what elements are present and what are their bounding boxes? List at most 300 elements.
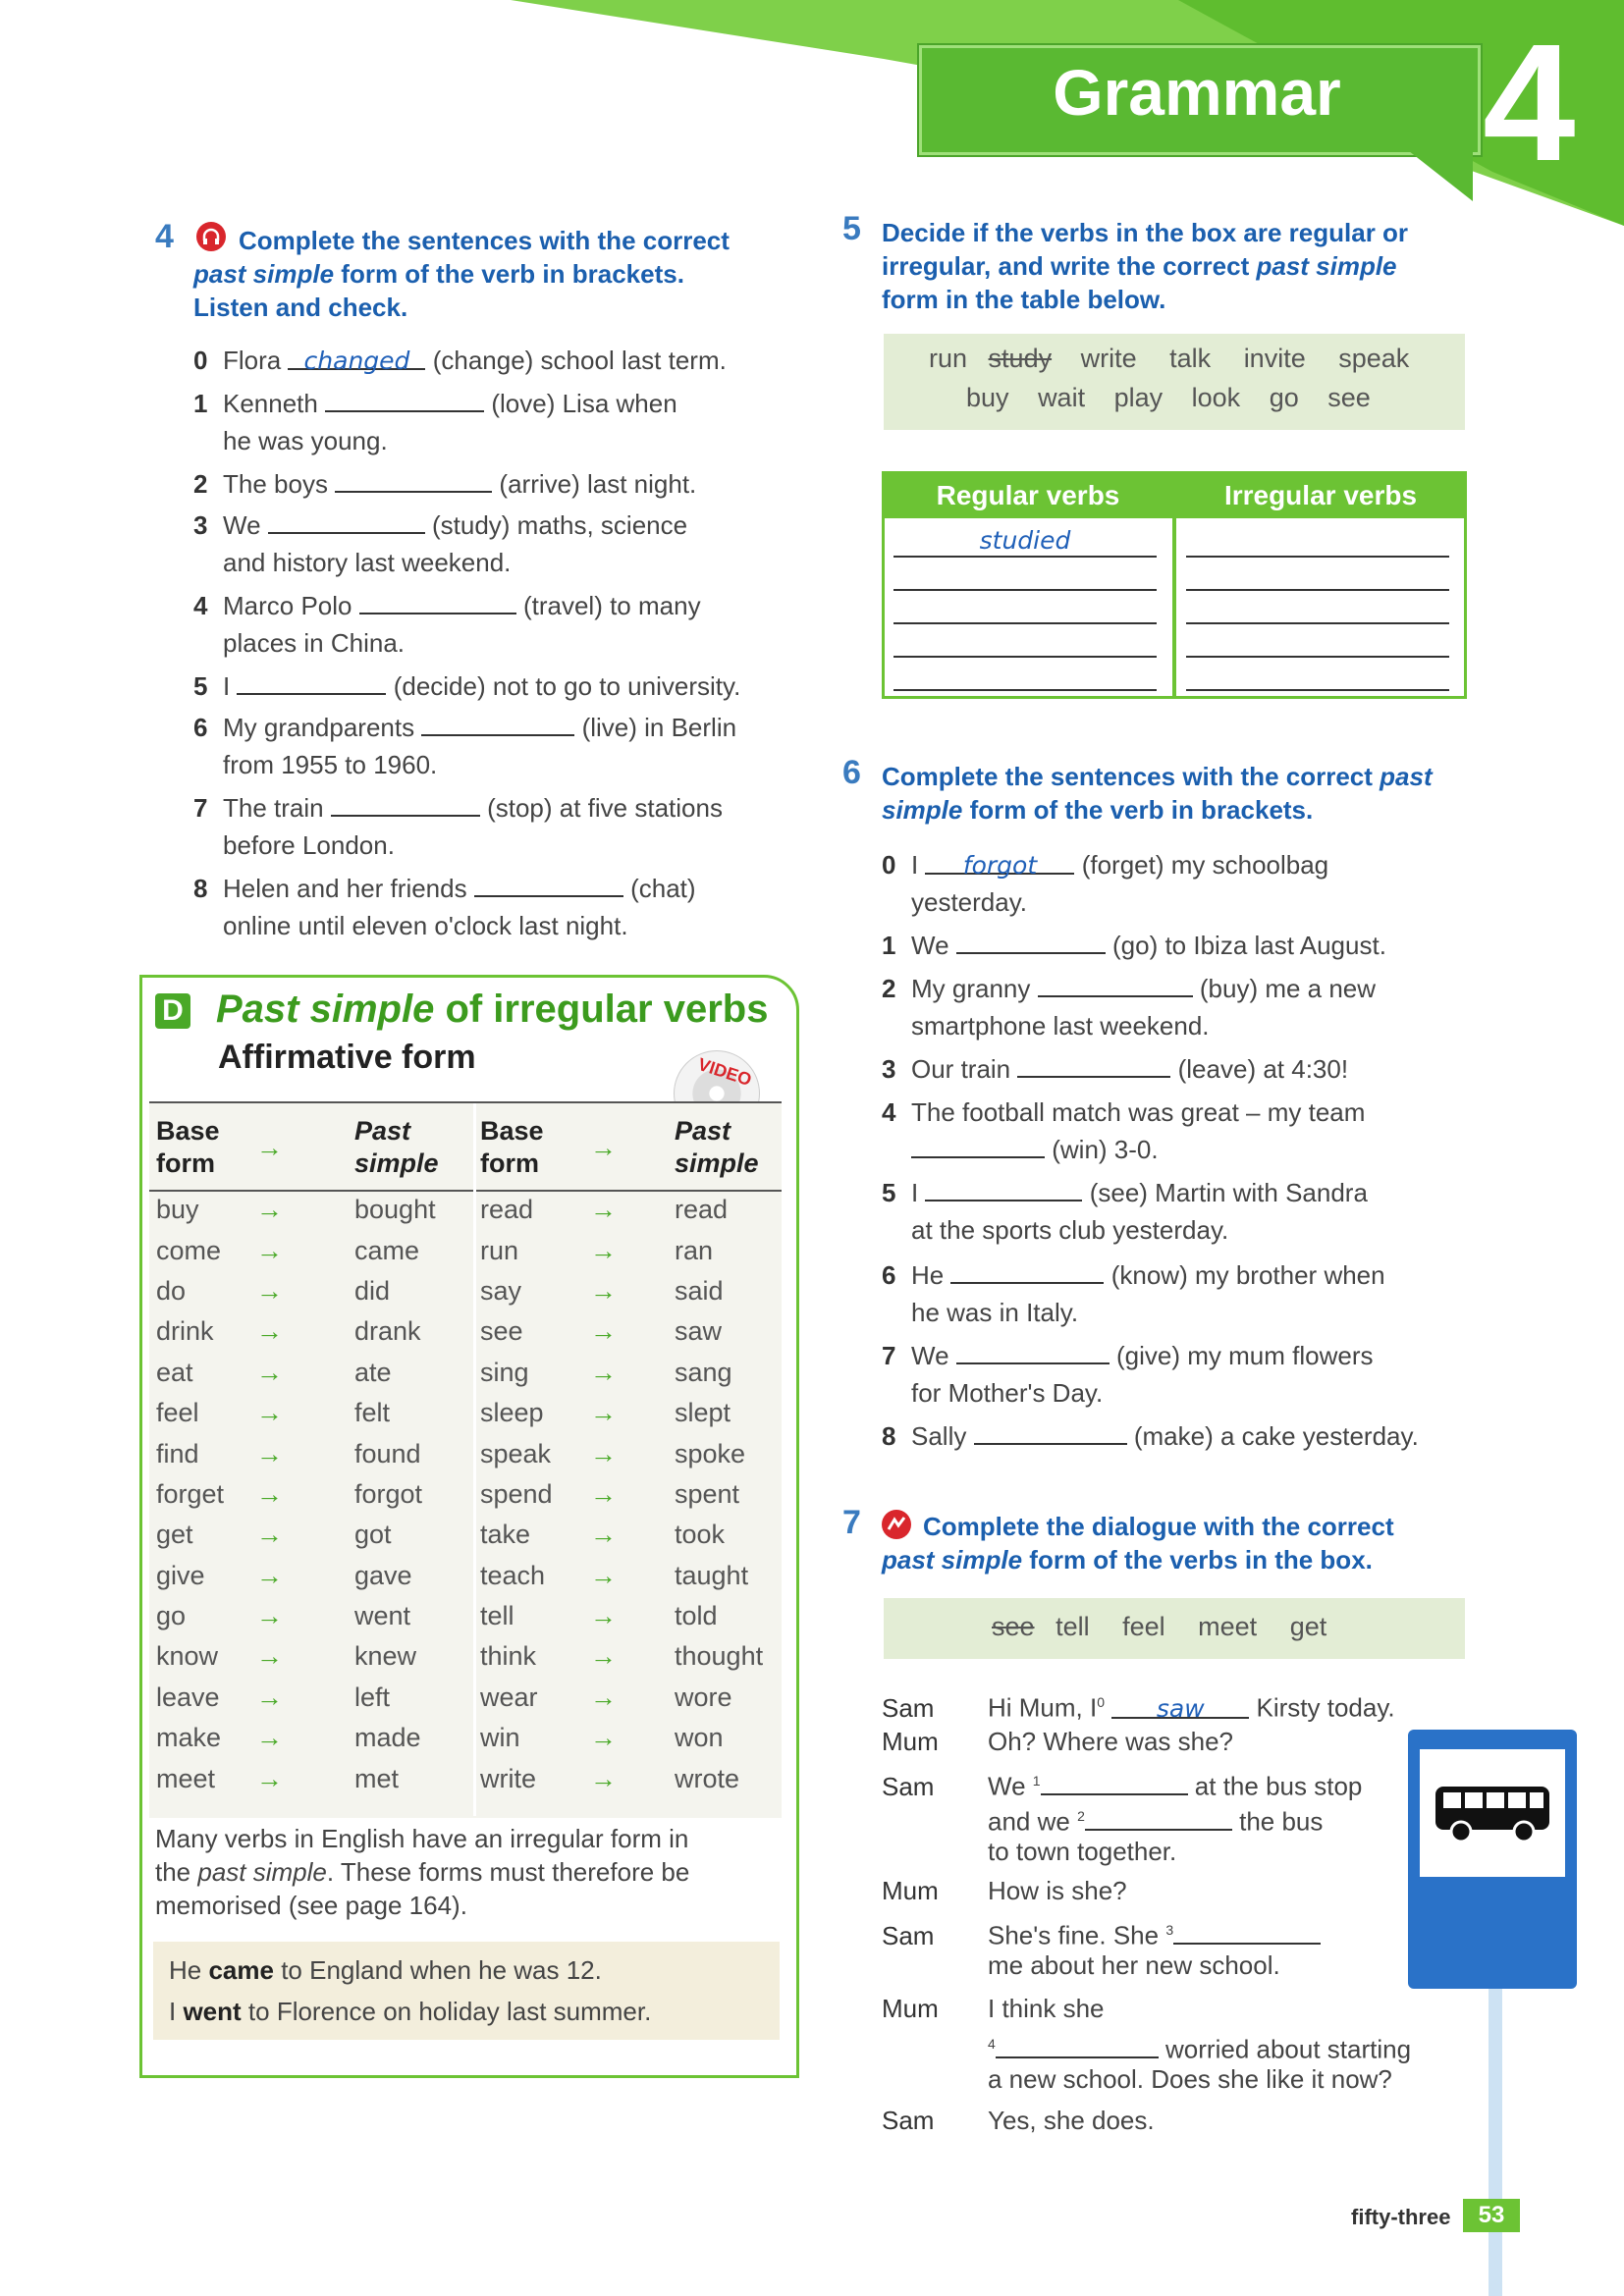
verb-row — [966, 383, 1371, 413]
note-line: memorised (see page 164). — [155, 1891, 467, 1920]
item-text: Our train — [911, 1054, 1011, 1084]
ex4-item-5 — [193, 667, 740, 705]
item-number: 3 — [193, 510, 208, 540]
item-text: (stop) at five stations — [487, 793, 723, 823]
col-header: simple — [675, 1148, 759, 1178]
col-header: Past — [675, 1116, 731, 1146]
arrow-icon: → — [590, 1398, 617, 1428]
instruction-line: Complete the dialogue with the correct — [923, 1512, 1394, 1541]
item-text: (love) Lisa when — [491, 389, 677, 418]
item-text: (chat) — [630, 874, 696, 903]
verb-row — [155, 1230, 475, 1270]
item-text: (go) to Ibiza last August. — [1112, 931, 1386, 960]
verb: talk — [1169, 344, 1212, 373]
dialogue-line: and we $^2$ the bus — [882, 1798, 1432, 1834]
exercise-6-instruction — [882, 760, 1490, 827]
past-simple-form: bought — [354, 1195, 436, 1225]
verb-row — [479, 1515, 784, 1555]
exercise-7-number: 7 — [842, 1504, 861, 1541]
past-simple-form: went — [354, 1601, 411, 1631]
arrow-icon: → — [256, 1316, 283, 1347]
item-text: Flora — [223, 346, 282, 375]
past-simple-form: felt — [354, 1398, 391, 1428]
verb-table-right — [479, 1105, 784, 1799]
item-text: We — [223, 510, 261, 540]
past-simple-form: gave — [354, 1560, 412, 1590]
base-form: forget — [156, 1478, 225, 1509]
item-number: 7 — [882, 1341, 896, 1370]
verb-row — [479, 1596, 784, 1636]
arrow-icon: → — [256, 1132, 283, 1162]
base-form: run — [480, 1235, 519, 1265]
item-number: 3 — [882, 1054, 896, 1084]
past-simple-form: wore — [675, 1682, 732, 1712]
arrow-icon: → — [590, 1132, 617, 1162]
verb-row — [479, 1636, 784, 1677]
arrow-icon: → — [256, 1520, 283, 1550]
base-form: go — [156, 1601, 187, 1631]
verb: look — [1191, 383, 1241, 412]
item-text: and history last weekend. — [223, 548, 512, 577]
past-simple-form: drank — [354, 1316, 421, 1347]
note-line: the — [155, 1857, 198, 1887]
item-text: My grandparents — [223, 713, 415, 742]
verb: play — [1113, 383, 1164, 412]
unit-number: 4 — [1483, 10, 1576, 196]
base-form: sing — [480, 1357, 529, 1387]
base-form: eat — [156, 1357, 193, 1387]
base-form: come — [156, 1235, 222, 1265]
base-form: take — [480, 1520, 531, 1550]
verb-struck: see — [992, 1612, 1035, 1641]
arrow-icon: → — [256, 1682, 283, 1712]
video-label: VIDEO — [695, 1053, 754, 1091]
item-text: Marco Polo — [223, 591, 352, 620]
verb-row — [479, 1718, 784, 1758]
answer-field[interactable] — [1085, 1803, 1232, 1831]
item-text: (forget) my schoolbag — [1081, 850, 1329, 880]
past-simple-form: took — [675, 1520, 726, 1550]
verb: write — [1080, 344, 1137, 373]
arrow-icon: → — [256, 1398, 283, 1428]
answer-field[interactable]: saw — [1111, 1691, 1249, 1719]
dialogue-line: me about her new school. — [988, 1950, 1280, 1980]
exercise-5-number: 5 — [842, 210, 861, 247]
arrow-icon: → — [590, 1641, 617, 1672]
instruction-line: irregular, and write the correct — [882, 251, 1257, 281]
answer-field[interactable] — [956, 1337, 1110, 1364]
past-simple-form: came — [354, 1235, 420, 1265]
panel-title — [216, 988, 768, 1032]
instruction-italic: past simple — [1256, 251, 1397, 281]
example-sentence: I went to Florence on holiday last summer. — [169, 1997, 652, 2026]
verb-row — [929, 344, 1409, 374]
ex6-item-8 — [882, 1417, 1419, 1455]
verb-row — [155, 1636, 475, 1677]
verb-row — [155, 1515, 475, 1555]
item-text: We — [911, 1341, 949, 1370]
dialogue-line: Sam She's fine. She $^3$ — [882, 1912, 1432, 1948]
verb: run — [929, 344, 968, 373]
page-title: Grammar — [1053, 56, 1341, 129]
exercise-5-instruction — [882, 216, 1490, 316]
item-text: places in China. — [223, 628, 405, 658]
base-form: drink — [156, 1316, 214, 1347]
arrow-icon: → — [590, 1316, 617, 1347]
verb-row — [155, 1596, 475, 1636]
verb: buy — [966, 383, 1009, 412]
arrow-icon: → — [590, 1520, 617, 1550]
item-number: 2 — [193, 469, 208, 499]
ex6-item-2 — [882, 970, 1376, 1044]
past-simple-form: found — [354, 1438, 421, 1468]
past-simple-form: got — [354, 1520, 392, 1550]
answer-field[interactable] — [474, 870, 623, 897]
item-text: he was in Italy. — [911, 1298, 1079, 1327]
ex4-item-2 — [193, 465, 696, 503]
answer-field[interactable] — [335, 465, 492, 493]
arrow-icon: → — [256, 1195, 283, 1225]
verb-row — [155, 1718, 475, 1758]
title-tail — [1404, 147, 1483, 206]
verb-row — [155, 1393, 475, 1433]
item-text: yesterday. — [911, 887, 1028, 917]
answer-field[interactable]: forgot — [925, 847, 1074, 875]
arrow-icon: → — [256, 1235, 283, 1265]
verb: tell — [1056, 1612, 1090, 1641]
verb: speak — [1338, 344, 1410, 373]
verb-row — [992, 1612, 1326, 1642]
past-simple-form: ran — [675, 1235, 714, 1265]
item-text: he was young. — [223, 426, 388, 455]
arrow-icon: → — [590, 1275, 617, 1306]
past-simple-form: taught — [675, 1560, 749, 1590]
note-line: Many verbs in English have an irregular form in — [155, 1824, 689, 1853]
base-form: win — [480, 1723, 520, 1753]
ex6-item-1 — [882, 927, 1386, 964]
dialogue-line: to town together. — [988, 1837, 1177, 1866]
dialogue-line: Mum I think she — [882, 1994, 1105, 2023]
item-number: 4 — [193, 591, 208, 620]
past-simple-form: spent — [675, 1478, 740, 1509]
exercise-4-number: 4 — [155, 218, 174, 255]
regular-lines[interactable] — [893, 556, 1157, 693]
dialogue-line: a new school. Does she like it now? — [988, 2064, 1392, 2094]
verb-row — [479, 1474, 784, 1515]
dialogue-line: Sam Hi Mum, $I^0$ saw Kirsty today. — [882, 1692, 1395, 1723]
arrow-icon: → — [256, 1601, 283, 1631]
arrow-icon: → — [256, 1560, 283, 1590]
dialogue — [882, 1684, 1432, 2142]
verb-row — [155, 1758, 475, 1798]
item-text: (decide) not to go to university. — [393, 671, 741, 701]
past-simple-form: forgot — [354, 1478, 423, 1509]
base-form: spend — [480, 1478, 553, 1509]
arrow-icon: → — [590, 1763, 617, 1793]
arrow-icon: → — [256, 1357, 283, 1387]
item-text: (change) school last term. — [432, 346, 727, 375]
instruction-italic: simple — [882, 795, 963, 825]
item-text: I — [911, 1178, 919, 1207]
base-form: say — [480, 1275, 522, 1306]
item-text: I — [911, 850, 919, 880]
arrow-icon: → — [590, 1438, 617, 1468]
panel-title-italic: Past simple — [216, 988, 435, 1031]
ex6-item-7 — [882, 1337, 1373, 1412]
dialogue-line: Mum Oh? Where was she? — [882, 1727, 1234, 1756]
past-simple-form: won — [675, 1723, 724, 1753]
verb-row — [479, 1190, 784, 1230]
answer-field[interactable] — [1038, 970, 1193, 997]
past-simple-form: sang — [675, 1357, 732, 1387]
item-number: 8 — [882, 1421, 896, 1451]
ex4-item-3 — [193, 507, 687, 581]
verb-row — [479, 1230, 784, 1270]
table-divider — [1172, 473, 1176, 697]
base-form: buy — [156, 1195, 199, 1225]
past-simple-form: knew — [354, 1641, 417, 1672]
note-line: . These forms must therefore be — [326, 1857, 690, 1887]
item-text: (leave) at 4:30! — [1177, 1054, 1349, 1084]
item-number: 0 — [193, 346, 208, 375]
ex4-item-0 — [193, 342, 727, 379]
answer-field[interactable] — [237, 667, 386, 695]
base-form: get — [156, 1520, 193, 1550]
instruction-line: form of the verbs in the box. — [1022, 1545, 1373, 1575]
answer-field[interactable] — [1041, 1768, 1188, 1795]
answer-field[interactable] — [974, 1417, 1127, 1445]
base-form: sleep — [480, 1398, 544, 1428]
item-text: We — [911, 931, 949, 960]
arrow-icon: → — [256, 1438, 283, 1468]
page-number: 53 — [1463, 2199, 1520, 2232]
instruction-italic: past simple — [882, 1545, 1023, 1575]
past-simple-form: wrote — [675, 1763, 740, 1793]
exercise-6-number: 6 — [842, 754, 861, 791]
verb: get — [1289, 1612, 1327, 1641]
verb: feel — [1122, 1612, 1165, 1641]
base-form: feel — [156, 1398, 199, 1428]
verb-row — [479, 1393, 784, 1433]
item-text: at the sports club yesterday. — [911, 1215, 1229, 1245]
col-header: form — [156, 1148, 215, 1178]
arrow-icon: → — [590, 1235, 617, 1265]
item-text: He — [911, 1260, 945, 1290]
answer-field[interactable] — [950, 1256, 1104, 1284]
col-header: simple — [354, 1148, 439, 1178]
ex4-item-1 — [193, 385, 677, 459]
verb-row — [155, 1311, 475, 1352]
item-number: 2 — [882, 974, 896, 1003]
col-header: Base — [480, 1116, 544, 1146]
base-form: know — [156, 1641, 219, 1672]
item-text: (know) my brother when — [1110, 1260, 1385, 1290]
base-form: write — [480, 1763, 537, 1793]
verb-row — [479, 1353, 784, 1393]
verb-row — [155, 1353, 475, 1393]
verb-row — [479, 1311, 784, 1352]
arrow-icon: → — [256, 1478, 283, 1509]
arrow-icon: → — [590, 1560, 617, 1590]
answer-field[interactable] — [325, 385, 484, 412]
item-text: (see) Martin with Sandra — [1089, 1178, 1368, 1207]
verb: invite — [1243, 344, 1306, 373]
item-number: 7 — [193, 793, 208, 823]
answer-field[interactable] — [421, 709, 574, 736]
item-text: Sally — [911, 1421, 967, 1451]
ex4-item-4 — [193, 587, 701, 662]
verb: wait — [1038, 383, 1086, 412]
verb-row — [155, 1190, 475, 1230]
arrow-icon: → — [256, 1641, 283, 1672]
item-text: (live) in Berlin — [581, 713, 737, 742]
ex4-item-8 — [193, 870, 696, 944]
verb-row — [155, 1678, 475, 1718]
answer-field[interactable] — [359, 587, 516, 614]
verb: meet — [1198, 1612, 1258, 1641]
past-simple-form: spoke — [675, 1438, 746, 1468]
ex4-item-6 — [193, 709, 736, 783]
dialogue-line: Sam Yes, she does. — [882, 2106, 1155, 2135]
answer-field[interactable] — [1017, 1050, 1170, 1078]
answer-field[interactable] — [925, 1174, 1082, 1201]
item-text: (travel) to many — [522, 591, 701, 620]
base-form: think — [480, 1641, 537, 1672]
col-header: form — [480, 1148, 539, 1178]
base-form: read — [480, 1195, 534, 1225]
past-simple-form: did — [354, 1275, 391, 1306]
past-simple-form: told — [675, 1601, 718, 1631]
example-sentence: He came to England when he was 12. — [169, 1955, 602, 1985]
verb: see — [1327, 383, 1371, 412]
past-simple-form: slept — [675, 1398, 731, 1428]
instruction-line: Listen and check. — [193, 293, 408, 322]
instruction-line: form in the table below. — [882, 285, 1166, 314]
base-form: wear — [480, 1682, 538, 1712]
item-text: (give) my mum flowers — [1116, 1341, 1374, 1370]
col-header: Base — [156, 1116, 220, 1146]
regular-verbs-header: Regular verbs — [884, 473, 1172, 518]
example-answer: studied — [979, 526, 1071, 555]
item-text: (win) 3-0. — [1052, 1135, 1159, 1164]
base-form: make — [156, 1723, 222, 1753]
answer-field[interactable] — [331, 789, 480, 817]
item-text: before London. — [223, 830, 395, 860]
item-text: The boys — [223, 469, 328, 499]
item-number: 0 — [882, 850, 896, 880]
item-text: The football match was great – my team — [911, 1097, 1366, 1127]
past-simple-form: left — [354, 1682, 391, 1712]
bus-icon — [1432, 1781, 1555, 1849]
panel-letter-badge: D — [155, 993, 190, 1029]
note-italic: past simple — [197, 1857, 327, 1887]
item-number: 1 — [882, 931, 896, 960]
arrow-icon: → — [256, 1763, 283, 1793]
dialogue-line: $^4$ worried about starting — [882, 2026, 1432, 2061]
item-number: 8 — [193, 874, 208, 903]
base-form: speak — [480, 1438, 552, 1468]
past-simple-form: ate — [354, 1357, 392, 1387]
irregular-lines[interactable] — [1186, 556, 1449, 693]
arrow-icon: → — [590, 1601, 617, 1631]
base-form: teach — [480, 1560, 546, 1590]
verb-box-5 — [884, 334, 1465, 430]
instruction-italic: past — [1380, 762, 1433, 791]
instruction-line: form of the verb in brackets. — [962, 795, 1314, 825]
panel-title-text: of irregular verbs — [434, 988, 769, 1031]
verb-table-left — [155, 1105, 475, 1799]
answer-field[interactable] — [911, 1131, 1045, 1158]
past-simple-form: saw — [675, 1316, 723, 1347]
verb-row — [479, 1433, 784, 1473]
item-text: The train — [223, 793, 324, 823]
arrow-icon: → — [590, 1195, 617, 1225]
instruction-italic: past simple — [193, 259, 335, 289]
answer-field[interactable] — [956, 927, 1106, 954]
verb-row — [479, 1271, 784, 1311]
item-number: 1 — [193, 389, 208, 418]
item-text: smartphone last weekend. — [911, 1011, 1210, 1041]
arrow-icon: → — [590, 1682, 617, 1712]
ex6-item-3 — [882, 1050, 1348, 1088]
ex6-item-6 — [882, 1256, 1385, 1331]
item-text: (make) a cake yesterday. — [1133, 1421, 1419, 1451]
ex6-item-0 — [882, 846, 1328, 921]
dialogue-line: Sam We $^1$ at the bus stop — [882, 1763, 1432, 1798]
past-simple-form: made — [354, 1723, 421, 1753]
item-text: (arrive) last night. — [499, 469, 697, 499]
item-text: online until eleven o'clock last night. — [223, 911, 628, 940]
bus-stop-pole — [1489, 1983, 1502, 2296]
arrow-icon: → — [590, 1357, 617, 1387]
item-text: from 1955 to 1960. — [223, 750, 438, 779]
col-header: Past — [354, 1116, 411, 1146]
base-form: tell — [480, 1601, 514, 1631]
verb-row — [479, 1556, 784, 1596]
item-number: 5 — [193, 671, 208, 701]
answer-field[interactable] — [268, 507, 425, 534]
answer-field[interactable] — [996, 2031, 1159, 2058]
item-text: I — [223, 671, 231, 701]
base-form: give — [156, 1560, 205, 1590]
panel-note — [155, 1822, 784, 1922]
past-simple-form: thought — [675, 1641, 764, 1672]
item-text: (study) maths, science — [432, 510, 688, 540]
base-form: find — [156, 1438, 199, 1468]
instruction-line: Complete the sentences with the correct — [882, 762, 1380, 791]
past-simple-form: read — [675, 1195, 729, 1225]
verb-box-7 — [884, 1598, 1465, 1659]
past-simple-form: said — [675, 1275, 724, 1306]
item-number: 4 — [882, 1097, 896, 1127]
verb-row — [479, 1678, 784, 1718]
base-form: do — [156, 1275, 187, 1306]
exercise-7-instruction — [882, 1510, 1490, 1576]
base-form: see — [480, 1316, 523, 1347]
arrow-icon: → — [256, 1723, 283, 1753]
item-number: 5 — [882, 1178, 896, 1207]
panel-subtitle: Affirmative form — [218, 1039, 476, 1076]
answer-field[interactable]: changed — [288, 343, 425, 370]
item-text: (buy) me a new — [1199, 974, 1377, 1003]
past-simple-form: met — [354, 1763, 400, 1793]
instruction-line: form of the verb in brackets. — [334, 259, 684, 289]
ex6-item-5 — [882, 1174, 1368, 1249]
answer-field[interactable] — [1173, 1917, 1321, 1945]
arrow-icon: → — [256, 1275, 283, 1306]
verb: go — [1269, 383, 1299, 412]
item-number: 6 — [882, 1260, 896, 1290]
